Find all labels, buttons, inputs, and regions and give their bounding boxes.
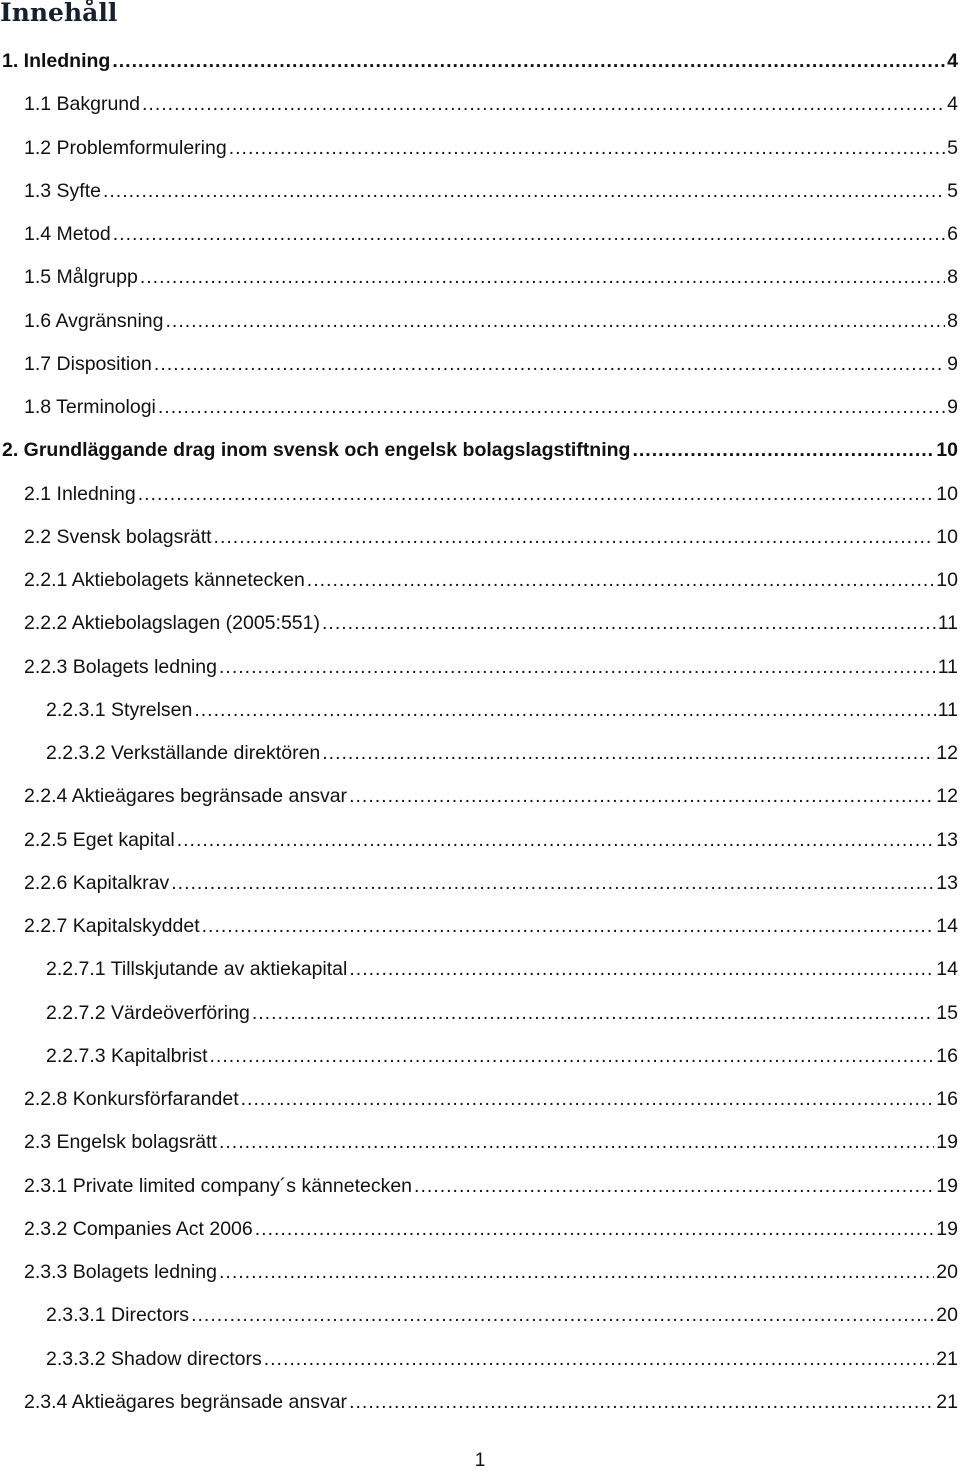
toc-entry-label: 2.2.3.1 Styrelsen: [46, 698, 193, 721]
toc-entry-page: 9: [947, 396, 958, 419]
toc-entry-label: 1.6 Avgränsning: [24, 309, 164, 332]
toc-entry[interactable]: [0, 646, 960, 689]
toc-entry-label: 2.2.4 Aktieägares begränsade ansvar: [24, 785, 348, 808]
toc-entry-label: 1.2 Problemformulering: [24, 136, 227, 159]
toc-entry-label: 2.2 Svensk bolagsrätt: [24, 525, 212, 548]
dot-leader: [140, 266, 945, 289]
toc-entry[interactable]: [0, 256, 960, 299]
page-number: 1: [474, 1450, 486, 1471]
dot-leader: [142, 93, 945, 116]
toc-entry[interactable]: [0, 83, 960, 126]
toc-entry[interactable]: [0, 516, 960, 559]
toc-entry-label: 1.7 Disposition: [24, 352, 152, 375]
toc-entry-label: 1.1 Bakgrund: [24, 93, 141, 116]
toc-entry-page: 20: [936, 1261, 958, 1284]
dot-leader: [414, 1175, 934, 1198]
dot-leader: [322, 612, 936, 635]
toc-entry-page: 19: [936, 1217, 958, 1240]
toc-entry-label: 2.3.3.1 Directors: [46, 1304, 190, 1327]
toc-entry-label: 2. Grundläggande drag inom svensk och engelsk bolagslagstiftning: [2, 439, 631, 462]
toc-entry-page: 20: [936, 1304, 958, 1327]
dot-leader: [112, 50, 945, 73]
toc-entry-page: 21: [936, 1347, 958, 1370]
toc-entry[interactable]: [0, 819, 960, 862]
dot-leader: [632, 439, 934, 462]
toc-entry[interactable]: [0, 862, 960, 905]
dot-leader: [229, 137, 945, 160]
toc-entry-label: 2.3.2 Companies Act 2006: [24, 1217, 253, 1240]
toc-entry[interactable]: [0, 1208, 960, 1251]
toc-entry[interactable]: [0, 429, 960, 472]
toc-entry-page: 5: [947, 136, 958, 159]
toc-entry-page: 10: [936, 482, 958, 505]
toc-entry[interactable]: [0, 127, 960, 170]
dot-leader: [210, 1045, 935, 1068]
dot-leader: [241, 1088, 935, 1111]
toc-entry-page: 10: [936, 569, 958, 592]
toc-entry-page: 13: [936, 828, 958, 851]
toc-entry[interactable]: [0, 473, 960, 516]
toc-entry[interactable]: [0, 689, 960, 732]
toc-entry[interactable]: [0, 170, 960, 213]
toc-entry-label: 2.2.3.2 Verkställande direktören: [46, 742, 321, 765]
toc-entry[interactable]: [0, 1294, 960, 1337]
dot-leader: [307, 569, 935, 592]
toc-entry-page: 8: [947, 266, 958, 289]
toc-entry-page: 5: [947, 179, 958, 202]
dot-leader: [191, 1304, 934, 1327]
toc-entry-label: 2.3.3 Bolagets ledning: [24, 1261, 217, 1284]
toc-entry[interactable]: [0, 1035, 960, 1078]
dot-leader: [219, 1131, 934, 1154]
toc-heading: Innehåll: [0, 0, 118, 27]
dot-leader: [255, 1218, 935, 1241]
toc-entry-page: 10: [936, 439, 958, 462]
toc-entry-label: 2.2.7.2 Värdeöverföring: [46, 1001, 250, 1024]
toc-entry-page: 16: [936, 1088, 958, 1111]
toc-entry-page: 16: [936, 1044, 958, 1067]
toc-entry[interactable]: [0, 213, 960, 256]
dot-leader: [138, 483, 935, 506]
toc-entry[interactable]: [0, 1338, 960, 1381]
dot-leader: [322, 742, 934, 765]
toc-entry-label: 2.2.7.1 Tillskjutande av aktiekapital: [46, 958, 348, 981]
toc-entry[interactable]: [0, 732, 960, 775]
toc-entry-label: 2.2.3 Bolagets ledning: [24, 655, 217, 678]
toc-entry[interactable]: [0, 775, 960, 818]
toc-entry-label: 2.2.1 Aktiebolagets kännetecken: [24, 569, 305, 592]
toc-entry-label: 1.8 Terminologi: [24, 396, 156, 419]
dot-leader: [264, 1348, 935, 1371]
toc-entry-page: 9: [947, 352, 958, 375]
toc-entry[interactable]: [0, 343, 960, 386]
dot-leader: [214, 526, 935, 549]
toc-entry-page: 14: [936, 958, 958, 981]
dot-leader: [177, 829, 935, 852]
toc-entry[interactable]: [0, 300, 960, 343]
dot-leader: [252, 1002, 934, 1025]
dot-leader: [219, 1261, 934, 1284]
toc-entry-label: 1.3 Syfte: [24, 179, 101, 202]
toc-entry-label: 2.3.3.2 Shadow directors: [46, 1347, 262, 1370]
dot-leader: [166, 310, 946, 333]
toc-entry-page: 12: [936, 785, 958, 808]
toc-entry-page: 19: [936, 1131, 958, 1154]
toc-entry[interactable]: [0, 1078, 960, 1121]
toc-entry-label: 2.2.2 Aktiebolagslagen (2005:551): [24, 612, 320, 635]
toc-entry-page: 11: [937, 698, 958, 721]
toc-entry-label: 2.3.4 Aktieägares begränsade ansvar: [24, 1390, 348, 1413]
toc-entry[interactable]: [0, 40, 960, 83]
toc-entry-label: 1.4 Metod: [24, 223, 111, 246]
toc-entry[interactable]: [0, 1251, 960, 1294]
toc-entry[interactable]: [0, 1165, 960, 1208]
dot-leader: [158, 396, 945, 419]
dot-leader: [171, 872, 934, 895]
dot-leader: [154, 353, 945, 376]
toc-entry-label: 2.2.7 Kapitalskyddet: [24, 915, 200, 938]
dot-leader: [194, 699, 935, 722]
toc-entry-label: 1. Inledning: [2, 50, 111, 73]
toc-entry-label: 2.2.8 Konkursförfarandet: [24, 1088, 239, 1111]
toc-entry-label: 2.1 Inledning: [24, 482, 136, 505]
table-of-contents: [0, 40, 960, 1424]
toc-entry-page: 19: [936, 1174, 958, 1197]
toc-entry-page: 15: [936, 1001, 958, 1024]
toc-entry-page: 10: [936, 525, 958, 548]
toc-entry-page: 4: [947, 50, 958, 73]
toc-entry[interactable]: [0, 559, 960, 602]
dot-leader: [113, 223, 945, 246]
toc-entry[interactable]: [0, 1381, 960, 1424]
dot-leader: [219, 656, 936, 679]
toc-entry-page: 11: [937, 612, 958, 635]
toc-entry-label: 1.5 Målgrupp: [24, 266, 138, 289]
toc-entry[interactable]: [0, 948, 960, 991]
toc-entry-page: 14: [936, 915, 958, 938]
dot-leader: [103, 180, 945, 203]
toc-entry[interactable]: [0, 905, 960, 948]
dot-leader: [349, 1391, 934, 1414]
toc-entry[interactable]: [0, 1121, 960, 1164]
toc-entry-label: 2.2.6 Kapitalkrav: [24, 871, 170, 894]
toc-entry-page: 21: [936, 1390, 958, 1413]
toc-entry-label: 2.2.5 Eget kapital: [24, 828, 175, 851]
dot-leader: [349, 785, 934, 808]
toc-entry[interactable]: [0, 602, 960, 645]
toc-entry-page: 4: [947, 93, 958, 116]
toc-entry-page: 12: [936, 742, 958, 765]
toc-entry-page: 13: [936, 871, 958, 894]
toc-entry[interactable]: [0, 992, 960, 1035]
toc-entry-page: 11: [937, 655, 958, 678]
toc-entry-page: 8: [947, 309, 958, 332]
toc-entry-label: 2.3 Engelsk bolagsrätt: [24, 1131, 217, 1154]
dot-leader: [202, 915, 935, 938]
toc-entry-label: 2.2.7.3 Kapitalbrist: [46, 1044, 208, 1067]
dot-leader: [349, 958, 934, 981]
toc-entry-page: 6: [947, 223, 958, 246]
toc-entry[interactable]: [0, 386, 960, 429]
toc-entry-label: 2.3.1 Private limited company´s kännetecken: [24, 1174, 413, 1197]
